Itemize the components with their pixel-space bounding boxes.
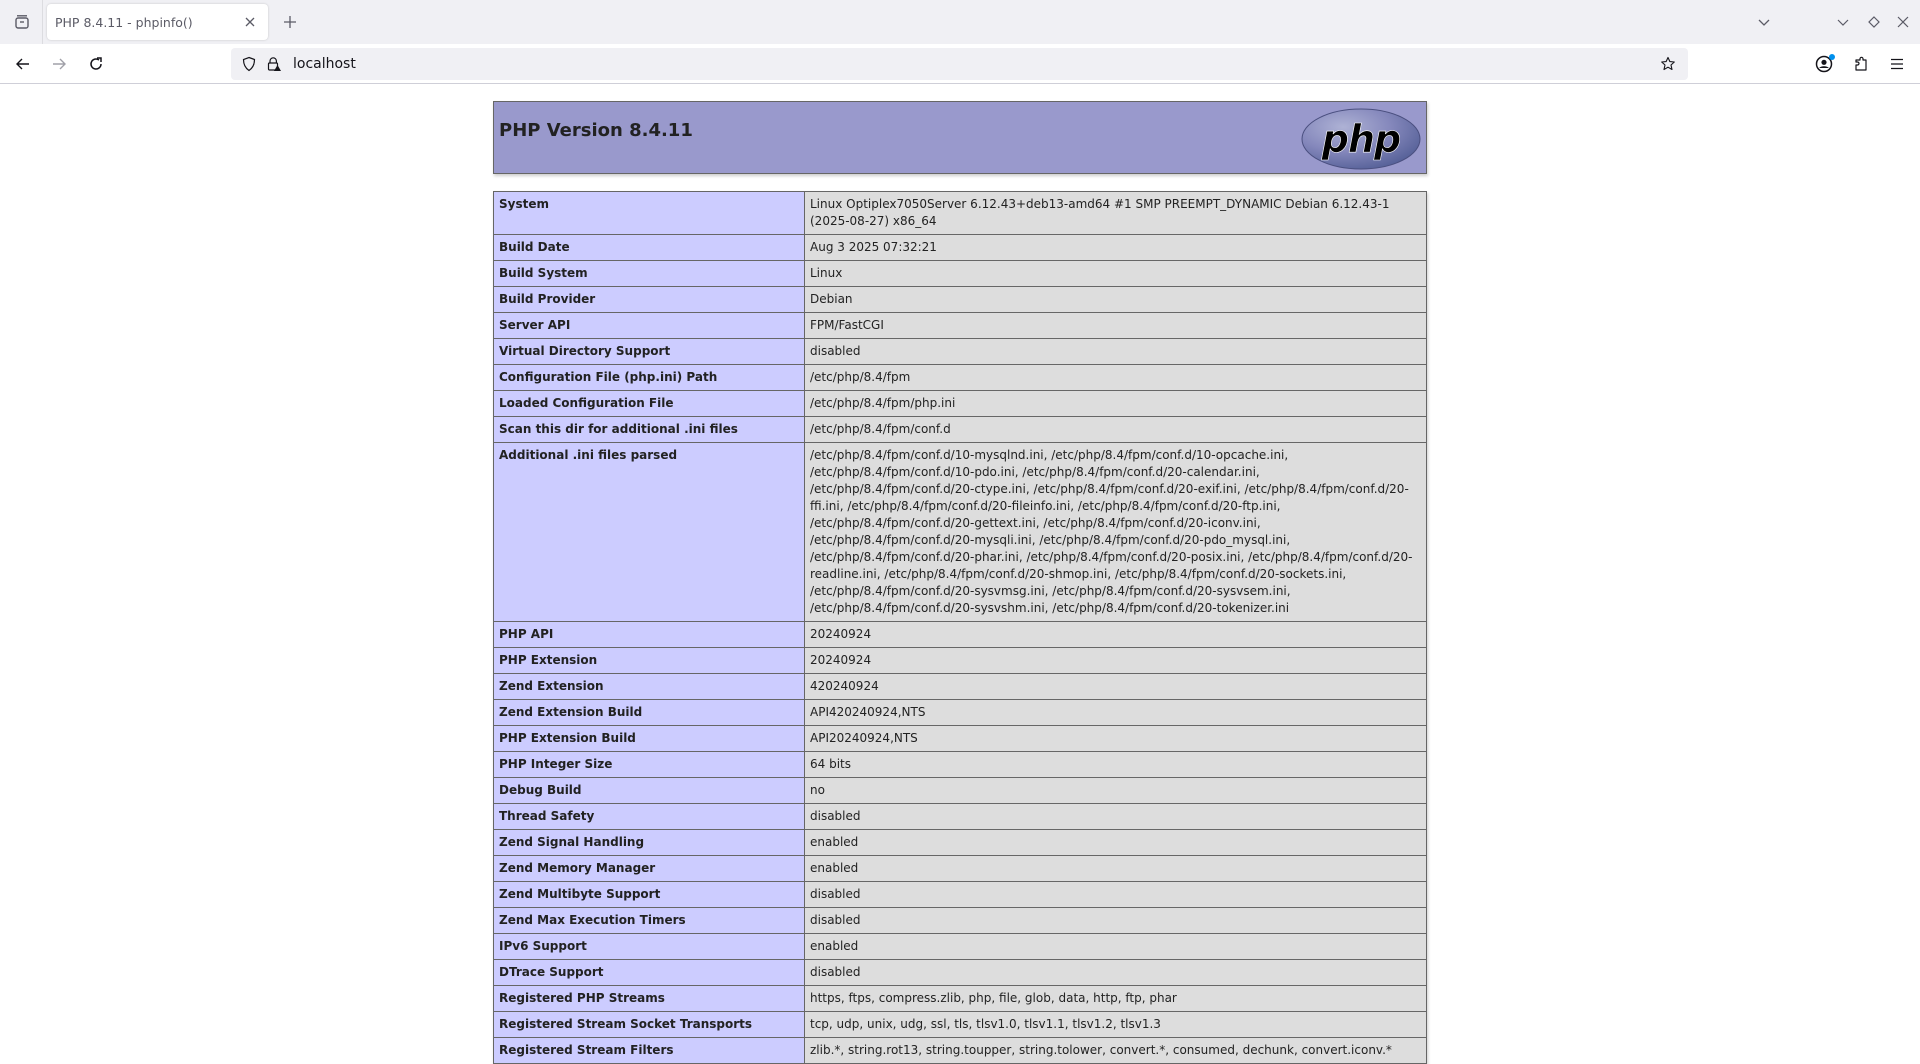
php-logo-text: php xyxy=(1321,117,1401,161)
info-row xyxy=(494,261,1427,287)
info-value: /etc/php/8.4/fpm xyxy=(805,365,1427,391)
maximize-button[interactable] xyxy=(1867,10,1881,34)
info-row xyxy=(494,192,1427,235)
info-label: Zend Extension Build xyxy=(494,700,805,726)
info-row xyxy=(494,391,1427,417)
info-label: Registered PHP Streams xyxy=(494,986,805,1012)
info-label: Zend Signal Handling xyxy=(494,830,805,856)
chevron-down-icon xyxy=(1757,15,1771,29)
info-label: Build Provider xyxy=(494,287,805,313)
info-value: /etc/php/8.4/fpm/conf.d/10-mysqlnd.ini, /etc/php/8.4/fpm/conf.d/10-opcache.ini, /etc/php/8.4/fpm/conf.d/10-pdo.ini, /etc/php/8.4/fpm/conf.d/20-calendar.ini, /etc/php/8.4/fpm/conf.d/20-ctype.ini, /etc/php/8.4/fpm/conf.d/20-exif.ini, /etc/php/8.4/fpm/conf.d/20-ffi.ini, /etc/php/8.4/fpm/conf.d/20-fileinfo.ini, /etc/php/8.4/fpm/conf.d/20-ftp.ini, /etc/php/8.4/fpm/conf.d/20-gettext.ini, /etc/php/8.4/fpm/conf.d/20-iconv.ini, /etc/php/8.4/fpm/conf.d/20-mysqli.ini, /etc/php/8.4/fpm/conf.d/20-pdo_mysql.ini, /etc/php/8.4/fpm/conf.d/20-phar.ini, /etc/php/8.4/fpm/conf.d/20-posix.ini, /etc/php/8.4/fpm/conf.d/20-readline.ini, /etc/php/8.4/fpm/conf.d/20-shmop.ini, /etc/php/8.4/fpm/conf.d/20-sockets.ini, /etc/php/8.4/fpm/conf.d/20-sysvmsg.ini, /etc/php/8.4/fpm/conf.d/20-sysvsem.ini, /etc/php/8.4/fpm/conf.d/20-sysvshm.ini, /etc/php/8.4/fpm/conf.d/20-tokenizer.ini xyxy=(805,443,1427,622)
close-window-button[interactable] xyxy=(1897,10,1909,34)
info-label: PHP Extension xyxy=(494,648,805,674)
php-logo[interactable] xyxy=(1300,107,1422,175)
info-row xyxy=(494,986,1427,1012)
info-row xyxy=(494,908,1427,934)
php-info-table xyxy=(493,191,1427,1064)
info-value: tcp, udp, unix, udg, ssl, tls, tlsv1.0, tlsv1.1, tlsv1.2, tlsv1.3 xyxy=(805,1012,1427,1038)
info-row xyxy=(494,804,1427,830)
info-value: Aug 3 2025 07:32:21 xyxy=(805,235,1427,261)
arrow-right-icon xyxy=(51,56,67,72)
info-row xyxy=(494,934,1427,960)
reload-icon xyxy=(88,56,104,72)
info-row xyxy=(494,648,1427,674)
info-row xyxy=(494,726,1427,752)
info-label: System xyxy=(494,192,805,235)
info-label: Zend Multibyte Support xyxy=(494,882,805,908)
info-value: API420240924,NTS xyxy=(805,700,1427,726)
tab-strip xyxy=(0,0,1920,44)
notification-dot xyxy=(1829,54,1835,60)
info-row xyxy=(494,752,1427,778)
info-label: Zend Extension xyxy=(494,674,805,700)
info-label: Scan this dir for additional .ini files xyxy=(494,417,805,443)
info-row xyxy=(494,1038,1427,1064)
info-label: PHP API xyxy=(494,622,805,648)
info-label: Configuration File (php.ini) Path xyxy=(494,365,805,391)
info-value: disabled xyxy=(805,339,1427,365)
minimize-icon xyxy=(1836,15,1850,29)
close-icon xyxy=(245,17,255,27)
info-value: Linux xyxy=(805,261,1427,287)
info-label: IPv6 Support xyxy=(494,934,805,960)
url-text[interactable]: localhost xyxy=(293,56,356,72)
info-label: Debug Build xyxy=(494,778,805,804)
info-value: Linux Optiplex7050Server 6.12.43+deb13-amd64 #1 SMP PREEMPT_DYNAMIC Debian 6.12.43-1 (2025-08-27) x86_64 xyxy=(805,192,1427,235)
php-version-header xyxy=(493,101,1427,174)
info-value: API20240924,NTS xyxy=(805,726,1427,752)
info-label: PHP Extension Build xyxy=(494,726,805,752)
info-label: Registered Stream Filters xyxy=(494,1038,805,1064)
info-value: /etc/php/8.4/fpm/conf.d xyxy=(805,417,1427,443)
forward-button[interactable] xyxy=(45,50,73,78)
info-label: Registered Stream Socket Transports xyxy=(494,1012,805,1038)
info-value: disabled xyxy=(805,882,1427,908)
minimize-button[interactable] xyxy=(1836,10,1850,34)
info-value: 420240924 xyxy=(805,674,1427,700)
info-row xyxy=(494,674,1427,700)
info-value: FPM/FastCGI xyxy=(805,313,1427,339)
info-value: 20240924 xyxy=(805,622,1427,648)
info-row xyxy=(494,313,1427,339)
info-value: 64 bits xyxy=(805,752,1427,778)
puzzle-piece-icon xyxy=(1853,56,1869,72)
new-tab-button[interactable] xyxy=(278,10,302,34)
page-content xyxy=(0,85,1920,1057)
info-value: enabled xyxy=(805,856,1427,882)
back-button[interactable] xyxy=(9,50,37,78)
hamburger-menu-icon xyxy=(1889,56,1905,72)
address-bar[interactable] xyxy=(231,48,1688,80)
tab-list-icon xyxy=(13,13,31,31)
info-label: Virtual Directory Support xyxy=(494,339,805,365)
info-row xyxy=(494,856,1427,882)
info-row xyxy=(494,365,1427,391)
info-value: no xyxy=(805,778,1427,804)
account-icon xyxy=(1815,55,1833,73)
list-all-tabs-button[interactable] xyxy=(8,8,36,36)
info-label: Build Date xyxy=(494,235,805,261)
plus-icon xyxy=(283,15,297,29)
tab-title: PHP 8.4.11 - phpinfo() xyxy=(55,14,193,30)
navigation-toolbar xyxy=(0,44,1920,84)
info-label: Loaded Configuration File xyxy=(494,391,805,417)
info-row xyxy=(494,235,1427,261)
shield-icon[interactable] xyxy=(241,56,257,72)
info-value: enabled xyxy=(805,830,1427,856)
info-row xyxy=(494,1012,1427,1038)
info-value: /etc/php/8.4/fpm/php.ini xyxy=(805,391,1427,417)
info-row xyxy=(494,622,1427,648)
info-label: Additional .ini files parsed xyxy=(494,443,805,622)
active-tab[interactable] xyxy=(47,4,268,40)
bookmark-star-icon[interactable] xyxy=(1660,56,1676,72)
page-title: PHP Version 8.4.11 xyxy=(499,120,693,141)
info-value: enabled xyxy=(805,934,1427,960)
info-value: Debian xyxy=(805,287,1427,313)
info-row xyxy=(494,700,1427,726)
arrow-left-icon xyxy=(15,56,31,72)
info-value: https, ftps, compress.zlib, php, file, glob, data, http, ftp, phar xyxy=(805,986,1427,1012)
maximize-icon xyxy=(1867,15,1881,29)
info-row xyxy=(494,287,1427,313)
info-label: PHP Integer Size xyxy=(494,752,805,778)
info-row xyxy=(494,882,1427,908)
info-label: Server API xyxy=(494,313,805,339)
info-label: DTrace Support xyxy=(494,960,805,986)
extensions-button[interactable] xyxy=(1847,50,1875,78)
info-row xyxy=(494,443,1427,622)
reload-button[interactable] xyxy=(82,50,110,78)
info-row xyxy=(494,417,1427,443)
close-tab-button[interactable] xyxy=(240,12,260,32)
info-label: Zend Max Execution Timers xyxy=(494,908,805,934)
info-value: 20240924 xyxy=(805,648,1427,674)
info-label: Build System xyxy=(494,261,805,287)
info-row xyxy=(494,339,1427,365)
info-value: disabled xyxy=(805,804,1427,830)
info-value: disabled xyxy=(805,908,1427,934)
info-value: zlib.*, string.rot13, string.toupper, string.tolower, convert.*, consumed, dechunk, convert.iconv.* xyxy=(805,1038,1427,1064)
info-row xyxy=(494,830,1427,856)
close-window-icon xyxy=(1897,16,1909,28)
info-label: Thread Safety xyxy=(494,804,805,830)
account-button[interactable] xyxy=(1810,50,1838,78)
info-row xyxy=(494,778,1427,804)
info-value: disabled xyxy=(805,960,1427,986)
tab-overflow-button[interactable] xyxy=(1757,10,1771,34)
lock-warning-icon[interactable] xyxy=(266,56,282,72)
info-row xyxy=(494,960,1427,986)
php-logo-image xyxy=(1300,107,1422,171)
app-menu-button[interactable] xyxy=(1883,50,1911,78)
info-label: Zend Memory Manager xyxy=(494,856,805,882)
tab-separator xyxy=(42,0,43,44)
